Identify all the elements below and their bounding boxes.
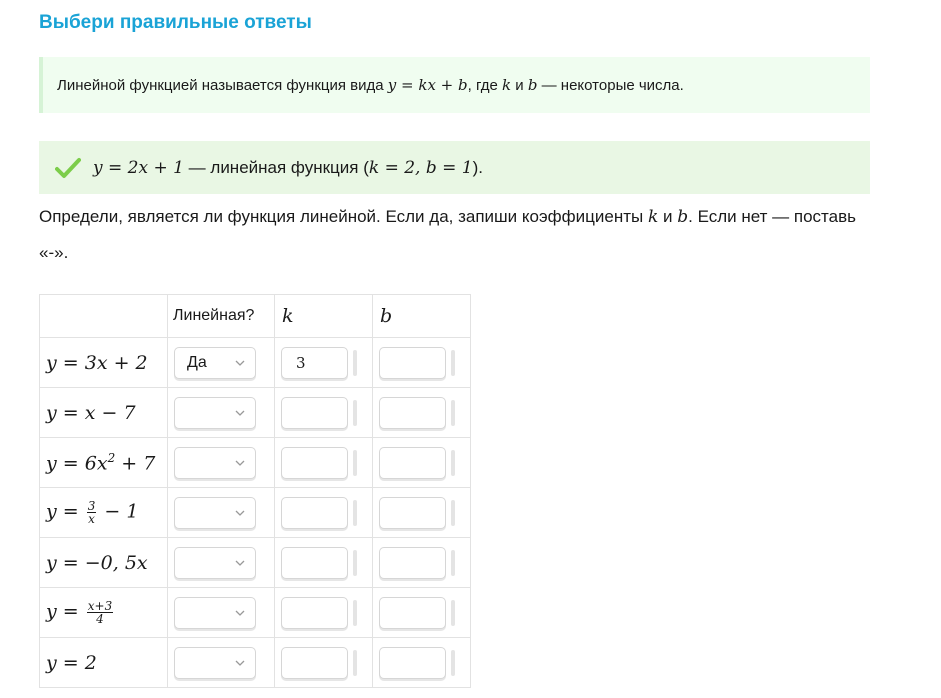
check-icon (55, 157, 81, 179)
table-row (40, 588, 471, 638)
resize-handle (451, 500, 455, 526)
resize-handle (451, 650, 455, 676)
linear-select-value: Да (187, 353, 207, 371)
linear-cell (168, 538, 275, 588)
fraction: $\frac{x+3}{4}$ (87, 599, 113, 626)
function-cell: y = $\frac{3}{x}$ − 1 (40, 488, 168, 538)
resize-handle (451, 450, 455, 476)
function-cell: y = x − 7 (40, 388, 168, 438)
chevron-down-icon (235, 459, 245, 467)
linear-select[interactable] (174, 597, 256, 629)
instruction-and: и (663, 207, 673, 226)
linear-select[interactable] (174, 347, 256, 379)
linear-cell (168, 638, 275, 688)
k-input[interactable] (281, 397, 348, 429)
k-cell (275, 538, 373, 588)
task-title: Выбери правильные ответы (39, 12, 312, 33)
b-input[interactable] (379, 647, 446, 679)
header-function (40, 295, 168, 338)
chevron-down-icon (235, 559, 245, 567)
linear-cell (168, 438, 275, 488)
fraction: $\frac{3}{x}$ (87, 499, 96, 526)
k-cell (275, 388, 373, 438)
k-input[interactable] (281, 447, 348, 479)
linear-select[interactable] (174, 397, 256, 429)
linear-cell (168, 388, 275, 438)
chevron-down-icon (235, 509, 245, 517)
k-input[interactable] (281, 647, 348, 679)
resize-handle (353, 500, 357, 526)
k-cell (275, 588, 373, 638)
resize-handle (353, 450, 357, 476)
table-row (40, 538, 471, 588)
function-cell: y = 2 (40, 638, 168, 688)
instruction-part2: . Если нет — поставь «-». (39, 207, 856, 262)
instruction (39, 199, 859, 271)
b-input[interactable] (379, 497, 446, 529)
chevron-down-icon (235, 609, 245, 617)
instruction-var-b: b (677, 207, 689, 227)
header-b: b (373, 295, 471, 338)
linear-select[interactable] (174, 497, 256, 529)
example-close: ). (472, 157, 483, 177)
definition-box (39, 57, 870, 113)
b-cell (373, 588, 471, 638)
definition-var-b: b (527, 76, 538, 94)
chevron-down-icon (235, 409, 245, 417)
example-formula: y = 2x + 1 (93, 157, 184, 178)
k-input[interactable]: 3 (281, 347, 348, 379)
chevron-down-icon (235, 659, 245, 667)
definition-text-mid: , где (467, 76, 498, 94)
definition-and: и (515, 76, 524, 94)
example-box (39, 141, 870, 194)
instruction-var-k: k (647, 207, 659, 227)
k-input[interactable] (281, 597, 348, 629)
k-cell (275, 638, 373, 688)
resize-handle (353, 550, 357, 576)
k-cell (275, 488, 373, 538)
k-input[interactable] (281, 497, 348, 529)
definition-formula: y = kx + b (387, 76, 468, 94)
resize-handle (353, 350, 357, 376)
k-cell (275, 438, 373, 488)
b-input[interactable] (379, 447, 446, 479)
b-input[interactable] (379, 547, 446, 579)
b-input[interactable] (379, 347, 446, 379)
function-cell: y = $\frac{x+3}{4}$ (40, 588, 168, 638)
k-input[interactable] (281, 547, 348, 579)
resize-handle (451, 350, 455, 376)
b-cell (373, 338, 471, 388)
linear-cell (168, 588, 275, 638)
example-text: — линейная функция ( (188, 157, 369, 177)
table-row (40, 638, 471, 688)
table-row (40, 488, 471, 538)
header-linear: Линейная? (168, 295, 275, 338)
definition-text-after: — некоторые числа. (541, 76, 684, 94)
function-cell: $y = 6x^2 + 7$ (40, 438, 168, 488)
b-cell (373, 438, 471, 488)
resize-handle (353, 650, 357, 676)
linear-select[interactable] (174, 647, 256, 679)
b-cell (373, 638, 471, 688)
answer-table (39, 294, 471, 688)
b-cell (373, 488, 471, 538)
table-header-row (40, 295, 471, 338)
linear-select[interactable] (174, 447, 256, 479)
resize-handle (451, 550, 455, 576)
b-cell (373, 538, 471, 588)
table-row (40, 438, 471, 488)
function-cell: y = 3x + 2 (40, 338, 168, 388)
linear-select[interactable] (174, 547, 256, 579)
instruction-part1: Определи, является ли функция линейной. Если да, запиши коэффициенты (39, 207, 644, 226)
linear-cell (168, 338, 275, 388)
b-cell (373, 388, 471, 438)
resize-handle (451, 600, 455, 626)
b-input[interactable] (379, 397, 446, 429)
b-input[interactable] (379, 597, 446, 629)
example-params: k = 2, b = 1 (368, 157, 473, 178)
resize-handle (451, 400, 455, 426)
function-cell: y = −0, 5x (40, 538, 168, 588)
table-row (40, 338, 471, 388)
k-cell (275, 338, 373, 388)
resize-handle (353, 400, 357, 426)
definition-var-k: k (502, 76, 512, 94)
header-k: k (275, 295, 373, 338)
chevron-down-icon (235, 359, 245, 367)
linear-cell (168, 488, 275, 538)
definition-text: Линейной функцией называется функция вида (57, 76, 384, 94)
table-row (40, 388, 471, 438)
resize-handle (353, 600, 357, 626)
